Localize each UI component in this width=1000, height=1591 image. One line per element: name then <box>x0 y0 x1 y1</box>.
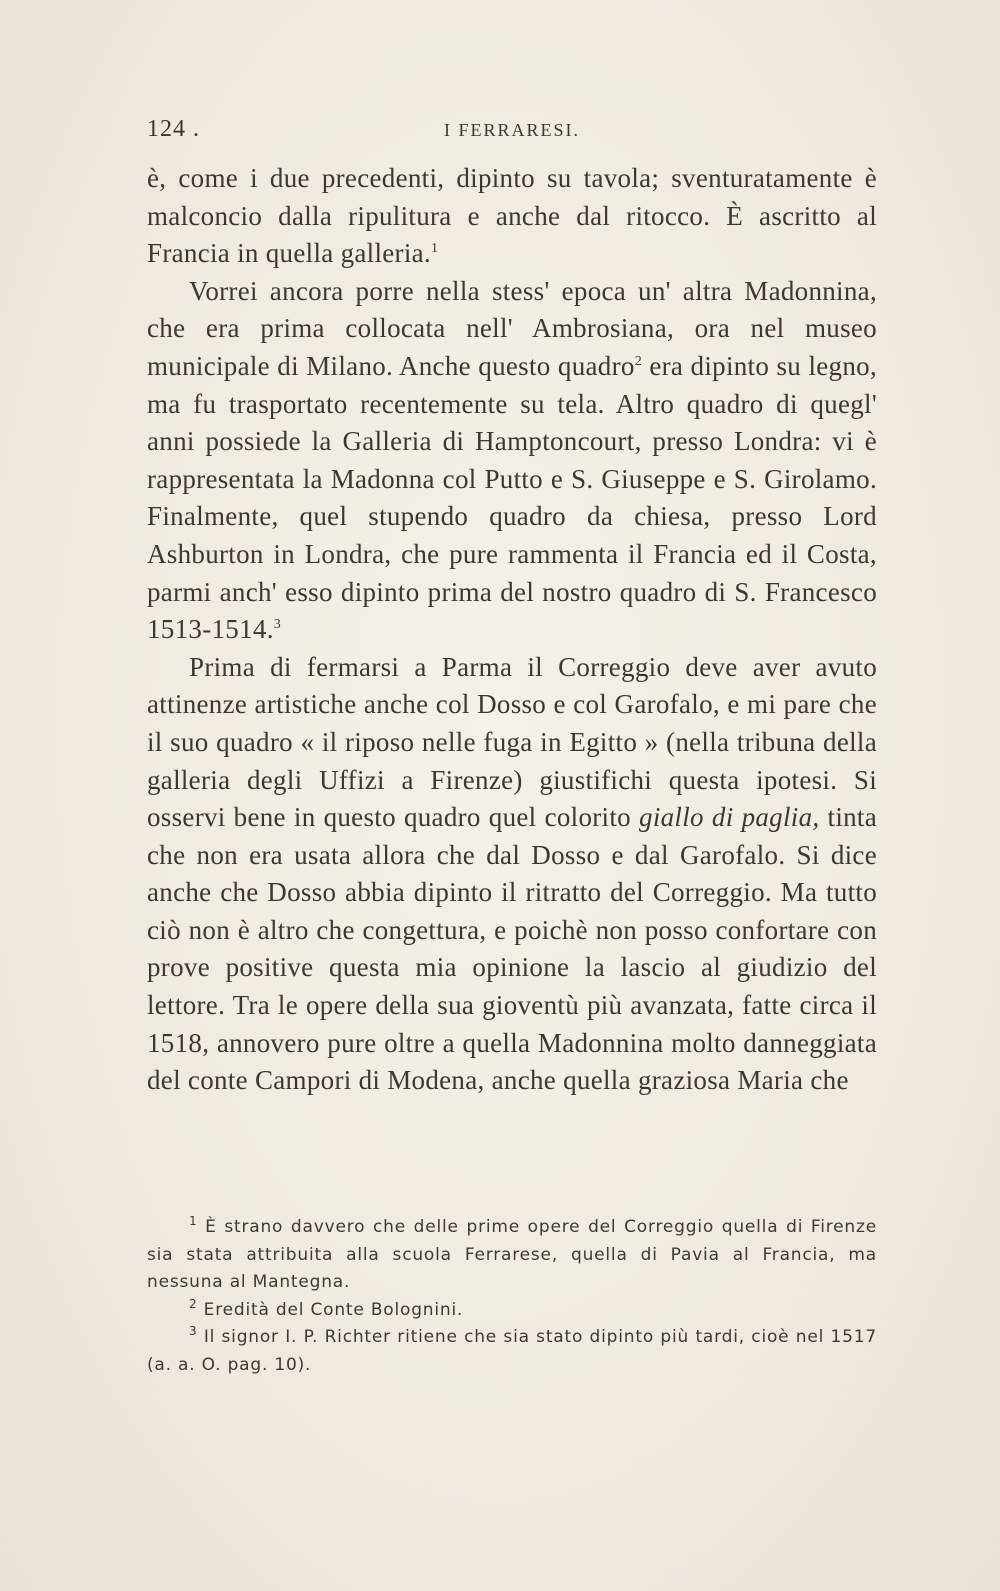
paragraph-1 <box>147 160 877 273</box>
footnote <box>147 1297 877 1325</box>
footnotes <box>147 1214 877 1379</box>
page-number: 124 . <box>147 116 200 142</box>
footnote-text: È strano davvero che delle prime opere del Correggio quella di Firenze sia stata attribuita alla scuola Ferrarese, quella di Pavia al Francia, ma nessuna al Mantegna. <box>147 1217 877 1292</box>
footnote-ref-1: 1 <box>430 241 439 257</box>
running-title: I FERRARESI. <box>443 120 581 140</box>
paragraph-2-text-b: era dipinto su legno, ma fu trasportato recentemente su tela. Altro quadro di quegl' anni possiede la Galleria di Hamptoncourt, presso Londra: vi è rappresentata la Madonna col Putto e S. Giuseppe e S. Girolamo. Finalmente, quel stupendo quadro da chiesa, presso Lord Ashburton in Londra, che pure rammenta il Francia ed il Costa, parmi anch' esso dipinto prima del nostro quadro di S. Francesco 1513-1514. <box>147 350 877 645</box>
footnote-mark: 1 <box>189 1214 198 1228</box>
footnote-ref-3: 3 <box>273 617 282 633</box>
paragraph-2 <box>147 273 877 649</box>
footnote-text: Eredità del Conte Bolognini. <box>203 1299 464 1320</box>
footnote <box>147 1324 877 1379</box>
paragraph-3-text-b: tinta che non era usata allora che dal Dosso e dal Garofalo. Si dice anche che Dosso abbia dipinto il ritratto del Correggio. Ma tutto ciò non è altro che congettura, e poichè non posso confortare con prove positive questa mia opinione la lascio al giudizio del lettore. Tra le opere della sua gioventù più avanzata, fatte circa il 1518, annovero pure oltre a quella Madonnina molto danneggiata del conte Campori di Modena, anche quella graziosa Maria che <box>147 802 878 1096</box>
paragraph-3-text-a: Prima di fermarsi a Parma il Correggio deve aver avuto attinenze artistiche anche col Dosso e col Garofalo, e mi pare che il suo quadro « il riposo nelle fuga in Egitto » (nella tribuna della galleria degli Uffizi a Firenze) giustifichi questa ipotesi. Si osservi bene in questo quadro quel colorito <box>147 651 877 833</box>
footnote-text: Il signor I. P. Richter ritiene che sia stato dipinto più tardi, cioè nel 1517 (a. a. O. pag. 10). <box>147 1327 877 1375</box>
body-text <box>147 160 877 1100</box>
paragraph-3 <box>147 649 877 1100</box>
emphasis-giallo-di-paglia: giallo di paglia, <box>639 802 820 833</box>
page-header <box>147 116 877 150</box>
paragraph-1-text: è, come i due precedenti, dipinto su tavola; sventuratamente è malconcio dalla ripulitura e anche dal ritocco. È ascritto al Francia in quella galleria. <box>147 163 877 269</box>
footnote-mark: 3 <box>189 1324 198 1338</box>
footnote <box>147 1214 877 1297</box>
footnote-ref-2: 2 <box>634 353 642 369</box>
paragraph-2-text-a: Vorrei ancora porre nella stess' epoca un' altra Madonnina, che era prima collocata nell' Ambrosiana, ora nel museo municipale di Milano. Anche questo quadro <box>147 275 877 381</box>
footnote-mark: 2 <box>189 1296 198 1311</box>
